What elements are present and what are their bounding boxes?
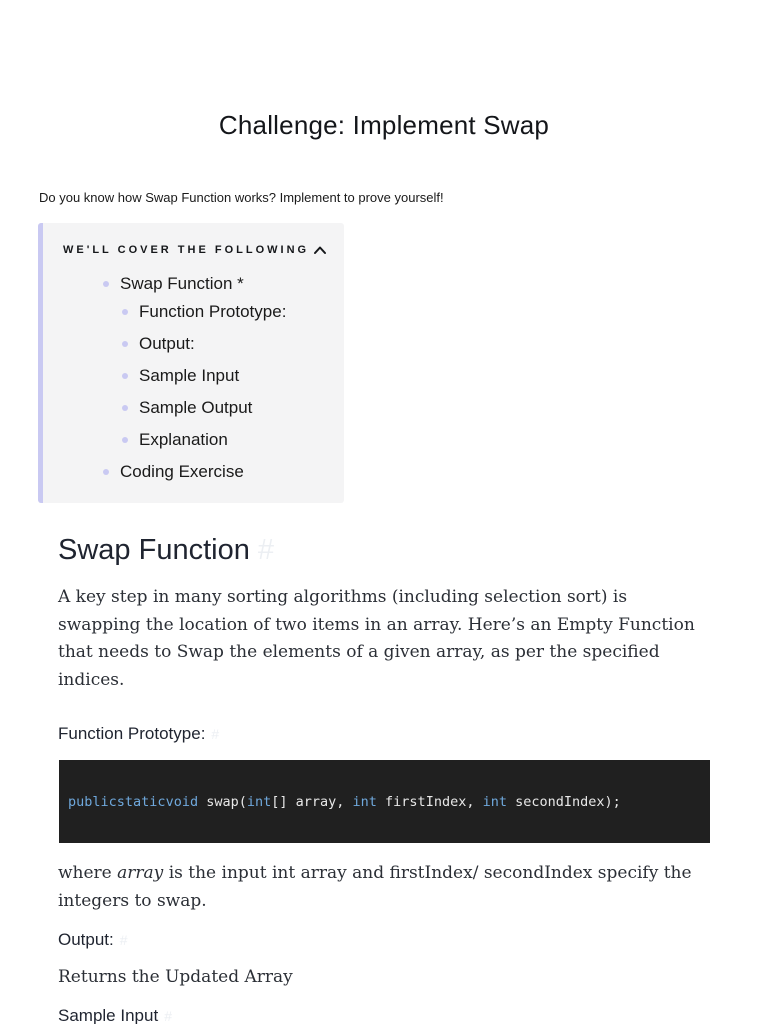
toc-item-label: Coding Exercise [120,462,244,481]
toc-item-coding-exercise[interactable] [43,461,286,493]
bullet-icon [122,373,128,379]
code-type: int [482,793,507,810]
function-prototype-heading [58,724,219,744]
toc-item-sample-output[interactable] [43,397,286,429]
heading-text: Output: [58,930,114,949]
section-heading-text: Swap Function [58,534,250,566]
anchor-link[interactable]: # [257,534,274,566]
bullet-icon [122,437,128,443]
toc-item-label: Sample Input [139,366,240,385]
output-paragraph: Returns the Updated Array [58,967,293,987]
toc-header-label: WE'LL COVER THE FOLLOWING [63,244,310,256]
where-paragraph [58,860,708,915]
toc-item-label: Function Prototype: [139,302,287,321]
where-post: is the input int array and firstIndex/ secondIndex specify the integers to swap. [58,863,692,911]
heading-text: Sample Input [58,1006,159,1024]
anchor-link[interactable]: # [211,726,220,742]
toc-item-label: Swap Function * [120,274,244,293]
chevron-up-icon [313,243,327,257]
code-type: int [352,793,377,810]
bullet-icon [122,341,128,347]
code-keyword: public [68,793,117,810]
code-keyword: void [165,793,199,810]
toc-item-function-prototype[interactable] [43,301,286,333]
toc-list [43,273,286,493]
page-title: Challenge: Implement Swap [218,110,550,140]
code-keyword: static [116,793,166,810]
table-of-contents [38,223,344,503]
where-pre: where [58,863,118,883]
code-text: secondIndex); [506,793,621,810]
code-block[interactable] [59,760,710,843]
toc-item-sample-input[interactable] [43,365,286,397]
intro-paragraph: A key step in many sorting algorithms (including selection sort) is swapping the location of two items in an array. Here’s an Empty Function that needs to Swap the elements of a given array, as per the specified indices. [58,587,695,690]
bullet-icon [122,405,128,411]
heading-text: Function Prototype: [58,724,206,743]
toc-item-output[interactable] [43,333,286,365]
toc-toggle[interactable] [63,243,327,257]
code-text: swap( [198,793,247,810]
code-text: firstIndex, [376,793,483,810]
code-type: int [246,793,272,810]
anchor-link[interactable]: # [164,1008,172,1024]
sample-input-heading [58,1006,172,1024]
toc-item-explanation[interactable] [43,429,286,461]
bullet-icon [103,469,109,475]
page-subtitle: Do you know how Swap Function works? Implement to prove yourself! [39,190,444,205]
toc-item-label: Explanation [139,430,228,449]
bullet-icon [122,309,128,315]
toc-item-label: Output: [139,334,195,353]
toc-item-label: Sample Output [139,398,253,417]
where-emphasis: array [117,863,164,883]
code-text: [] array, [271,793,353,810]
output-heading [58,930,128,950]
bullet-icon [103,281,109,287]
anchor-link[interactable]: # [119,932,128,948]
section-heading-swap-function [58,534,274,567]
